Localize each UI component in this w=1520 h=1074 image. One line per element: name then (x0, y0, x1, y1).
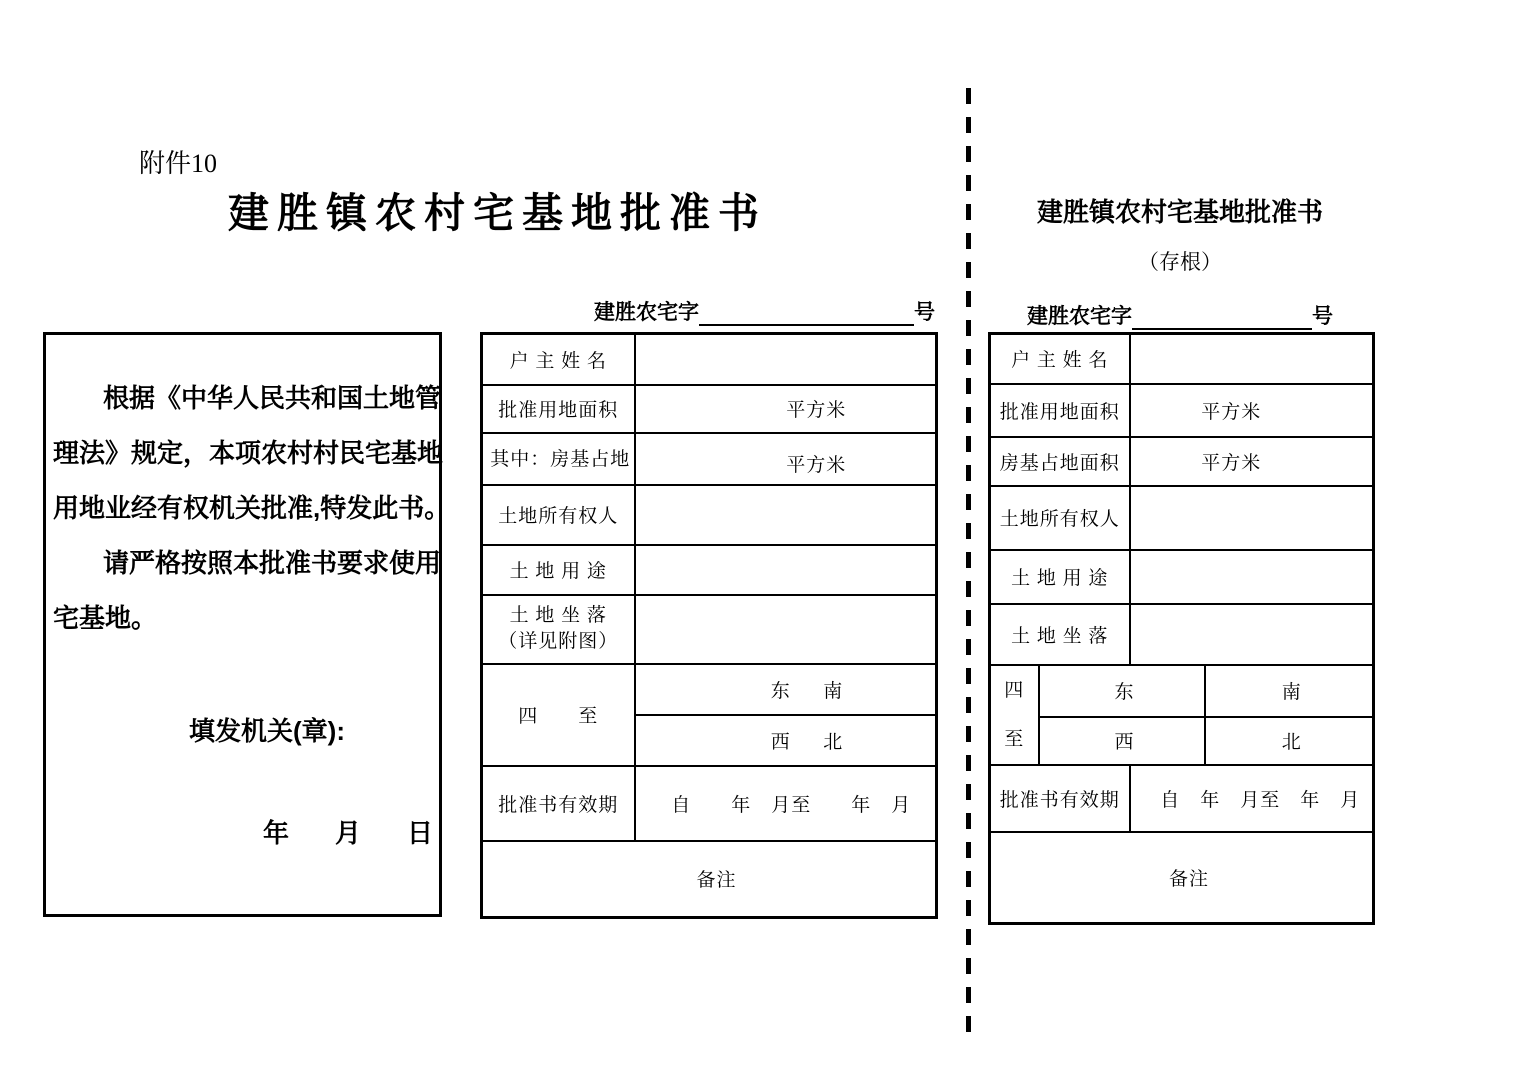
land-location-note: （详见附图） (498, 631, 619, 652)
approved-area-unit-cell: 平方米 (635, 385, 937, 433)
certificate-number-blank (699, 304, 914, 326)
notice-paragraph1-line3: 用地业经有权机关批准,特发此书。 (53, 493, 451, 523)
house-base-label-cell: 其中：房基占地 (482, 433, 635, 485)
certificate-title: 建胜镇农村宅基地批准书 (228, 190, 767, 236)
west-north-cell (635, 715, 937, 766)
land-location-label: 土 地 坐 落 (509, 605, 607, 626)
stub-land-use-label-cell: 土 地 用 途 (990, 550, 1130, 604)
stub-householder-label-cell: 户 主 姓 名 (990, 334, 1130, 384)
stub-land-owner-label-cell: 土地所有权人 (990, 486, 1130, 550)
stub-land-use-value-cell (1130, 550, 1374, 604)
certificate-number-prefix: 建胜农宅字 (594, 300, 699, 324)
stub-land-location-value-cell (1130, 604, 1374, 665)
cut-line-separator (966, 88, 971, 1032)
stub-number-suffix: 号 (1312, 304, 1333, 328)
validity-label-cell: 批准书有效期 (482, 766, 635, 841)
stub-approved-area-unit-cell: 平方米 (1130, 384, 1374, 437)
north-label: 北 (823, 731, 844, 753)
boundaries-label-cell: 四 至 (482, 664, 635, 766)
stub-title: 建胜镇农村宅基地批准书 (1036, 198, 1323, 227)
certificate-number-suffix: 号 (914, 300, 935, 324)
stub-number-line (988, 300, 1372, 330)
stub-subtitle: （存根） (1138, 250, 1222, 274)
issue-date-line (46, 813, 439, 850)
stub-validity-value-cell: 自 年 月至 年 月 (1130, 765, 1374, 832)
land-owner-value-cell (635, 485, 937, 545)
stub-house-base-label-cell: 房基占地面积 (990, 437, 1130, 486)
stub-boundary-bottom-label: 至 (1004, 728, 1025, 750)
land-use-label-cell: 土 地 用 途 (482, 545, 635, 595)
householder-label-cell: 户 主 姓 名 (482, 334, 635, 385)
stub-number-blank (1132, 308, 1312, 330)
land-use-value-cell (635, 545, 937, 595)
stub-boundary-top-label: 四 (1004, 679, 1025, 701)
stub-north-cell: 北 (1205, 717, 1374, 765)
east-south-cell (635, 664, 937, 715)
south-label: 南 (823, 680, 844, 702)
certificate-number-line (480, 296, 935, 326)
stub-boundaries-label-cell (990, 665, 1039, 765)
land-location-value-cell (635, 595, 937, 664)
notice-box (43, 332, 451, 917)
validity-value-cell: 自 年 月至 年 月 (635, 766, 937, 841)
stub-approved-area-label-cell: 批准用地面积 (990, 384, 1130, 437)
stub-number-prefix: 建胜农宅字 (1027, 304, 1132, 328)
certificate-form-table (480, 332, 938, 919)
stub-householder-value-cell (1130, 334, 1374, 384)
stub-west-cell: 西 (1039, 717, 1205, 765)
stub-land-owner-value-cell (1130, 486, 1374, 550)
notice-text (46, 335, 451, 646)
land-owner-label-cell: 土地所有权人 (482, 485, 635, 545)
stub-south-cell: 南 (1205, 665, 1374, 717)
attachment-label: 附件10 (139, 149, 218, 178)
stub-house-base-unit-cell: 平方米 (1130, 437, 1374, 486)
notice-paragraph1-line1: 根据《中华人民共和国土地管 (103, 383, 442, 413)
notice-paragraph2-line1: 请严格按照本批准书要求使用 (103, 548, 442, 578)
land-location-label-cell (482, 595, 635, 664)
west-label: 西 (770, 731, 791, 753)
householder-value-cell (635, 334, 937, 385)
day-label: 日 (406, 818, 433, 848)
notice-paragraph2-line2: 宅基地。 (53, 603, 158, 633)
stub-remarks-cell: 备注 (990, 832, 1374, 924)
remarks-cell: 备注 (482, 841, 937, 918)
house-base-unit-cell: 平方米 (635, 433, 937, 485)
notice-paragraph1-line2: 理法》规定，本项农村村民宅基地 (53, 438, 444, 468)
approved-area-label-cell: 批准用地面积 (482, 385, 635, 433)
issuing-authority-label: 填发机关(章): (189, 716, 345, 746)
stub-east-cell: 东 (1039, 665, 1205, 717)
stub-validity-label-cell: 批准书有效期 (990, 765, 1130, 832)
month-label: 月 (334, 818, 361, 848)
stub-land-location-label-cell: 土 地 坐 落 (990, 604, 1130, 665)
stub-form-table (988, 332, 1375, 925)
east-label: 东 (770, 680, 791, 702)
year-label: 年 (262, 818, 289, 848)
